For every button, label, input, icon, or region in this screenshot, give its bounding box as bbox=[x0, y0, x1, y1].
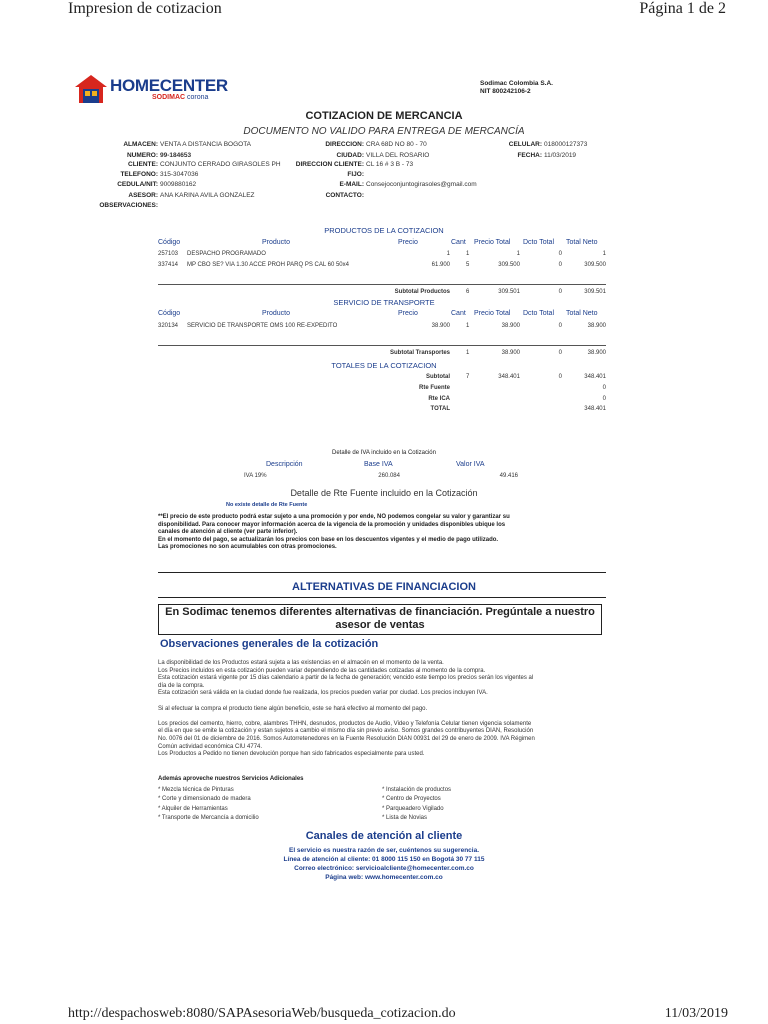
house-logo-icon bbox=[74, 74, 108, 104]
obs-line: Los Productos a Pedido no tienen devolución porque han sido fabricados especialmente para usted. bbox=[158, 751, 425, 758]
cliente-label: CLIENTE: bbox=[128, 161, 158, 168]
email-label: E-MAIL: bbox=[339, 181, 364, 188]
totales-subtotal-precio-total: 348.401 bbox=[498, 374, 520, 380]
iva-header-valor: Valor IVA bbox=[456, 461, 485, 468]
servicios-right bbox=[382, 786, 451, 823]
servicio-item: * Parqueadero Vigilado bbox=[382, 805, 444, 812]
obs-line: La disponibilidad de los Productos estará sujeta a las existencias en el almacén en el momento de la venta. bbox=[158, 660, 444, 666]
direccion-value: CRA 68D NO 80 - 70 bbox=[366, 141, 427, 148]
subtotal-precio-total: 309.501 bbox=[498, 289, 520, 295]
print-page-number: Página 1 de 2 bbox=[639, 0, 726, 17]
obs-line: Si al efectuar la compra el producto tiene algún beneficio, este se hará efectivo al momento del pago. bbox=[158, 705, 428, 712]
notice-line: Las promociones no son acumulables con otras promociones. bbox=[158, 544, 337, 550]
servicio-item: * Mezcla técnica de Pinturas bbox=[158, 787, 234, 793]
iva-descripcion: IVA 19% bbox=[244, 473, 267, 479]
obs-line: Los precios del cemento, hierro, cobre, alambres THHN, desnudos, productos de Audio, Video y Telefonía Celular tienen vigencia solamente bbox=[158, 720, 532, 727]
row-cant: 1 bbox=[466, 323, 470, 329]
financiacion-bottom-rule bbox=[158, 597, 606, 598]
canales-line: Correo electrónico: servicioalcliente@homecenter.com.co bbox=[294, 865, 474, 872]
header-precio-total: Precio Total bbox=[474, 310, 511, 317]
rte-fuente-label: Rte Fuente bbox=[418, 385, 450, 391]
header-cant: Cant bbox=[451, 310, 466, 317]
divider bbox=[158, 284, 606, 285]
fecha-value: 11/03/2019 bbox=[544, 152, 577, 159]
totales-subtotal-cant: 7 bbox=[466, 374, 470, 380]
telefono-label: TELEFONO: bbox=[120, 171, 158, 178]
row-precio: 1 bbox=[446, 251, 450, 257]
almacen-label: ALMACEN: bbox=[123, 141, 158, 148]
almacen-value: VENTA A DISTANCIA BOGOTA bbox=[160, 141, 252, 148]
asesor-label: ASESOR: bbox=[128, 192, 158, 199]
numero-label: NUMERO: bbox=[126, 152, 158, 159]
header-total-neto: Total Neto bbox=[566, 310, 598, 317]
row-codigo: 320134 bbox=[158, 323, 179, 329]
rte-title: Detalle de Rte Fuente incluido en la Cotización bbox=[290, 488, 478, 498]
totales-subtotal-neto: 348.401 bbox=[584, 374, 606, 380]
canales-line: El servicio es nuestra razón de ser, cuéntenos su sugerencia. bbox=[288, 847, 480, 854]
subtotal-dcto: 0 bbox=[558, 350, 562, 356]
homecenter-logo bbox=[74, 74, 234, 106]
total-value: 348.401 bbox=[584, 406, 606, 412]
total-label: TOTAL bbox=[430, 406, 450, 412]
brand-sub bbox=[152, 94, 208, 101]
brand-name: HOMECENTER bbox=[110, 76, 228, 95]
promo-notice bbox=[158, 514, 606, 552]
row-cant: 5 bbox=[466, 262, 470, 268]
row-codigo: 257103 bbox=[158, 251, 179, 257]
row-producto: DESPACHO PROGRAMADO bbox=[187, 251, 266, 257]
header-producto: Producto bbox=[262, 310, 291, 317]
telefono-value: 315-3047036 bbox=[160, 171, 199, 178]
numero-value: 99-184653 bbox=[160, 152, 192, 159]
cliente-value: CONJUNTO CERRADO GIRASOLES PH bbox=[160, 161, 281, 168]
subtotal-neto: 309.501 bbox=[584, 289, 606, 295]
header-codigo: Código bbox=[158, 239, 181, 246]
notice-line: **El precio de este producto podrá estar sujeto a una promoción y por ende, NO podemos congelar su valor y garantizar su bbox=[158, 514, 510, 520]
cedula-value: 9009880162 bbox=[160, 181, 197, 188]
fecha-label: FECHA: bbox=[517, 152, 542, 159]
header-producto: Producto bbox=[262, 239, 291, 246]
document-title: COTIZACION DE MERCANCIA bbox=[305, 110, 463, 122]
row-producto: SERVICIO DE TRANSPORTE OMS 100 RE-EXPEDITO bbox=[187, 323, 338, 329]
observaciones-text bbox=[158, 660, 610, 759]
totales-subtotal-dcto: 0 bbox=[558, 374, 562, 380]
canales-line: Página web: www.homecenter.com.co bbox=[325, 874, 443, 881]
header-precio: Precio bbox=[398, 239, 418, 246]
financiacion-top-rule bbox=[158, 572, 606, 573]
obs-line: Esta cotización será válida en la ciudad donde fue realizada, los precios pueden variar por ciudad. Los precios incluyen IVA. bbox=[158, 690, 488, 697]
financiacion-box-line: En Sodimac tenemos diferentes alternativas de financiación. Pregúntale a nuestro bbox=[165, 606, 595, 618]
iva-base: 260.084 bbox=[378, 473, 400, 479]
asesor-value: ANA KARINA AVILA GONZALEZ bbox=[160, 192, 255, 199]
divider bbox=[158, 345, 606, 346]
financiacion-box bbox=[158, 604, 602, 635]
direccion-label: DIRECCION: bbox=[325, 141, 364, 148]
notice-line: En el momento del pago, se actualizarán los precios con base en los descuentos vigentes y el medio de pago utilizado. bbox=[158, 536, 499, 543]
servicio-item: * Instalación de productos bbox=[382, 787, 452, 793]
totales-title: TOTALES DE LA COTIZACION bbox=[331, 361, 437, 370]
contacto-label: CONTACTO: bbox=[325, 192, 364, 199]
iva-header-descripcion: Descripción bbox=[266, 461, 303, 468]
document-subtitle: DOCUMENTO NO VALIDO PARA ENTREGA DE MERCANCÍA bbox=[243, 126, 525, 137]
row-precio-total: 1 bbox=[516, 251, 520, 257]
row-codigo: 337414 bbox=[158, 262, 179, 268]
subtotal-cant: 6 bbox=[466, 289, 470, 295]
row-precio: 61.900 bbox=[431, 262, 450, 268]
row-precio: 38.900 bbox=[431, 323, 450, 329]
servicio-item: * Transporte de Mercancía a domicilio bbox=[158, 814, 259, 821]
row-dcto: 0 bbox=[558, 323, 562, 329]
totales-subtotal-label: Subtotal bbox=[426, 374, 450, 380]
servicio-item: * Alquiler de Herramientas bbox=[158, 805, 228, 812]
row-dcto: 0 bbox=[558, 251, 562, 257]
subtotal-label: Subtotal Transportes bbox=[389, 350, 450, 356]
direccion-cliente-value: CL 16 # 3 B - 73 bbox=[366, 161, 414, 168]
iva-valor: 49.416 bbox=[499, 473, 518, 479]
header-codigo: Código bbox=[158, 310, 181, 317]
servicio-item: * Corte y dimensionado de madera bbox=[158, 796, 251, 803]
canales-text bbox=[0, 846, 768, 882]
rte-none: No existe detalle de Rte Fuente bbox=[226, 502, 308, 508]
row-precio-total: 38.900 bbox=[501, 323, 520, 329]
brand-sub-sodimac: SODIMAC bbox=[152, 94, 186, 101]
servicios-title: Además aproveche nuestros Servicios Adicionales bbox=[158, 776, 304, 782]
servicio-item: * Lista de Novias bbox=[382, 814, 428, 821]
notice-line: canales de atención al cliente (ver parte inferior). bbox=[158, 529, 298, 535]
ciudad-label: CIUDAD: bbox=[336, 152, 364, 159]
row-cant: 1 bbox=[466, 251, 470, 257]
notice-line: disponibilidad. Para conocer mayor información acerca de la vigencia de la promoción y unidades disponibles ubique los bbox=[158, 521, 506, 528]
productos-title: PRODUCTOS DE LA COTIZACION bbox=[324, 226, 444, 235]
row-precio-total: 309.500 bbox=[498, 262, 520, 268]
rte-ica-label: Rte ICA bbox=[428, 396, 450, 402]
financiacion-box-line: asesor de ventas bbox=[335, 619, 425, 631]
transporte-title: SERVICIO DE TRANSPORTE bbox=[333, 298, 435, 307]
direccion-cliente-label: DIRECCION CLIENTE: bbox=[295, 161, 364, 168]
ciudad-value: VILLA DEL ROSARIO bbox=[366, 152, 430, 159]
header-precio: Precio bbox=[398, 310, 418, 317]
observaciones-title: Observaciones generales de la cotización bbox=[160, 638, 379, 650]
print-url: http://despachosweb:8080/SAPAsesoriaWeb/busqueda_cotizacion.do bbox=[68, 1006, 456, 1021]
row-dcto: 0 bbox=[558, 262, 562, 268]
row-neto: 309.500 bbox=[584, 262, 606, 268]
iva-header-base: Base IVA bbox=[364, 461, 393, 468]
header-total-neto: Total Neto bbox=[566, 239, 598, 246]
obs-line: Esta cotización estará vigente por 15 días calendario a partir de la fecha de generación; vencido este tiempo los precios serán los vigentes al bbox=[158, 675, 534, 682]
subtotal-precio-total: 38.900 bbox=[501, 350, 520, 356]
observaciones-label: OBSERVACIONES: bbox=[99, 202, 158, 209]
cedula-label: CEDULA/NIT: bbox=[117, 181, 158, 188]
obs-line: No. 0076 del 01 de diciembre de 2016. Somos Autorretenedores en la Fuente Resolución DIAN 00931 del 29 de enero de 2009. IVA Régimen bbox=[158, 735, 535, 742]
subtotal-dcto: 0 bbox=[558, 289, 562, 295]
brand-sub-corona: corona bbox=[187, 94, 209, 101]
company-name: Sodimac Colombia S.A. bbox=[480, 80, 553, 87]
subtotal-neto: 38.900 bbox=[587, 350, 606, 356]
row-neto: 38.900 bbox=[587, 323, 606, 329]
print-date: 11/03/2019 bbox=[664, 1006, 728, 1021]
servicio-item: * Centro de Proyectos bbox=[382, 796, 441, 803]
obs-line: Común actividad económica CIU 4774. bbox=[158, 743, 263, 750]
row-producto: MP CBO SE? VIA 1.30 ACCE PROH PARQ PS CAL 60 50x4 bbox=[187, 262, 349, 268]
celular-value: 018000127373 bbox=[544, 141, 588, 148]
header-cant: Cant bbox=[451, 239, 466, 246]
servicios-left bbox=[158, 786, 259, 823]
obs-line: Los Precios incluidos en esta cotización pueden variar dependiendo de las cantidades cotizadas al momento de la compra. bbox=[158, 667, 486, 674]
financiacion-title: ALTERNATIVAS DE FINANCIACION bbox=[292, 581, 476, 593]
header-precio-total: Precio Total bbox=[474, 239, 511, 246]
obs-line: el día en que se emite la cotización y estan sujetos a cambio el mismo día sin previo aviso. Somos grandes contribuyentes DIAN, Resolución bbox=[158, 728, 534, 735]
header-dcto-total: Dcto Total bbox=[523, 310, 554, 317]
subtotal-cant: 1 bbox=[466, 350, 470, 356]
iva-title: Detalle de IVA incluido en la Cotización bbox=[332, 450, 436, 456]
rte-ica-value: 0 bbox=[602, 396, 606, 402]
email-value: Consejoconjuntogirasoles@gmail.com bbox=[366, 181, 477, 188]
row-neto: 1 bbox=[602, 251, 606, 257]
subtotal-label: Subtotal Productos bbox=[394, 289, 450, 295]
rte-fuente-value: 0 bbox=[602, 385, 606, 391]
company-nit: NIT 800242106-2 bbox=[480, 88, 531, 95]
canales-title: Canales de atención al cliente bbox=[305, 830, 463, 842]
obs-line: día de la compra. bbox=[158, 682, 205, 689]
header-dcto-total: Dcto Total bbox=[523, 239, 554, 246]
print-title: Impresion de cotizacion bbox=[68, 0, 222, 17]
fijo-label: FIJO: bbox=[347, 171, 364, 178]
canales-line: Línea de atención al cliente: 01 8000 115 150 en Bogotá 30 77 115 bbox=[283, 856, 485, 863]
obs-spacer bbox=[158, 698, 610, 706]
obs-spacer bbox=[158, 713, 610, 721]
celular-label: CELULAR: bbox=[508, 141, 542, 148]
